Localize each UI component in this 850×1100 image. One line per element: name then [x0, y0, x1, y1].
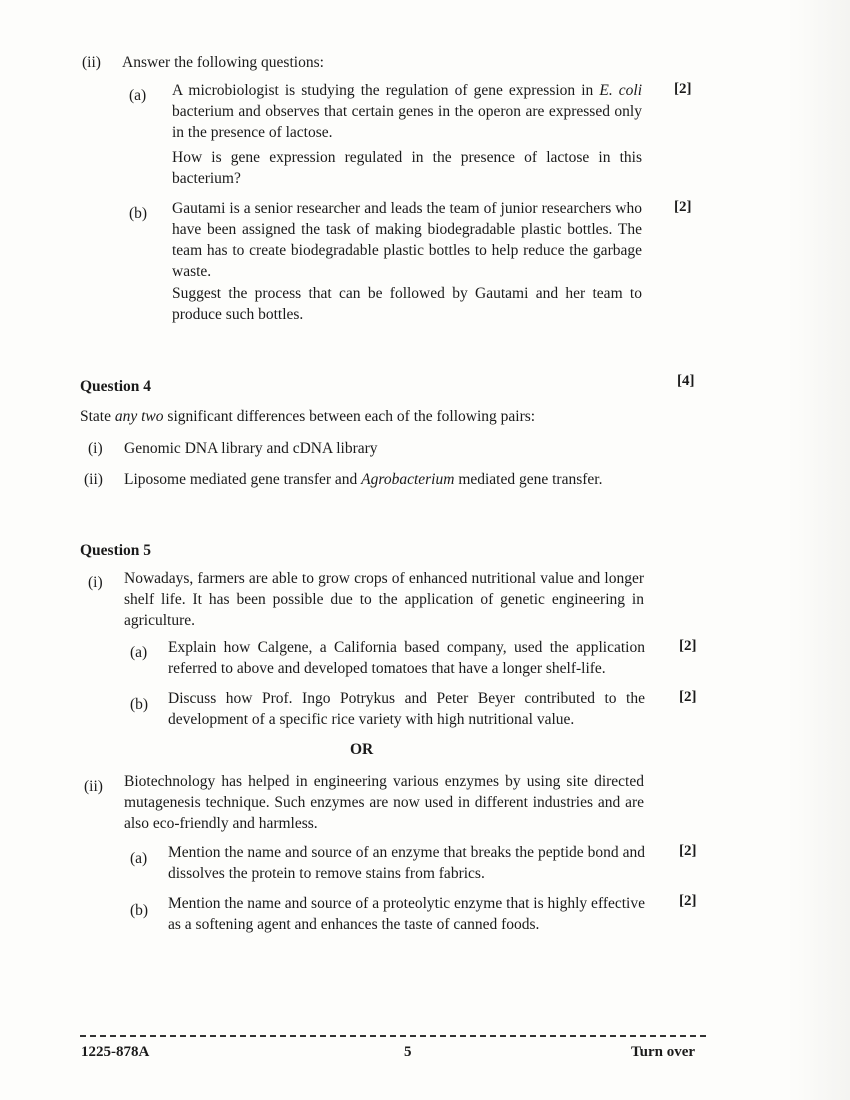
q5-ii-text: Biotechnology has helped in engineering various enzymes by using site directed mutagenesis technique. Such enzymes are now used in different industries and are also eco-friendly and harmless.	[124, 773, 644, 832]
turn-over-label: Turn over	[631, 1044, 696, 1060]
q4-ii-number: (ii)	[84, 471, 103, 488]
q3-b-marks: [2]	[674, 199, 692, 215]
paper-code: 1225-878A	[81, 1044, 150, 1060]
q5-ii-a-text: Mention the name and source of an enzyme that breaks the peptide bond and dissolves the protein to remove stains from fabrics.	[168, 844, 645, 882]
q5-ii-a-marks: [2]	[679, 843, 697, 859]
q3-a-text	[172, 80, 642, 143]
q5-ii-number: (ii)	[84, 778, 103, 795]
q5-i-text: Nowadays, farmers are able to grow crops of enhanced nutritional value and longer shelf life. It has been possible due to the application of genetic engineering in agriculture.	[124, 570, 644, 629]
q3-b-number: (b)	[129, 205, 148, 222]
page-edge-shadow	[788, 0, 850, 1100]
q3-b-text: Gautami is a senior researcher and leads the team of junior researchers who have been assigned the task of making biodegradable plastic bottles. The team has to create biodegradable plastic bottles to help reduce the garbage waste.	[172, 200, 642, 280]
q4-intro-post: significant differences between each of the following pairs:	[163, 408, 536, 425]
q5-heading: Question 5	[80, 542, 152, 559]
q3-ii-number: (ii)	[82, 54, 101, 71]
q4-intro-italic: any two	[114, 408, 164, 425]
q3-a-marks: [2]	[674, 81, 692, 97]
q4-i-text: Genomic DNA library and cDNA library	[124, 440, 378, 457]
footer-divider	[80, 1035, 706, 1037]
q5-i-a-marks: [2]	[679, 638, 697, 654]
q4-marks: [4]	[677, 373, 695, 389]
q3-b-question: Suggest the process that can be followed by Gautami and her team to produce such bottles.	[172, 285, 642, 323]
q4-intro	[80, 406, 680, 427]
q4-ii-post: mediated gene transfer.	[454, 471, 603, 488]
page-number: 5	[404, 1044, 412, 1060]
q4-ii-pre: Liposome mediated gene transfer and	[124, 471, 362, 488]
q3-ii-text: Answer the following questions:	[122, 54, 324, 71]
q3-a-number: (a)	[129, 87, 147, 104]
q4-i-number: (i)	[88, 440, 103, 457]
q5-ii-b-text: Mention the name and source of a proteolytic enzyme that is highly effective as a softening agent and enhances the taste of canned foods.	[168, 895, 645, 933]
q3-a-line2: bacterium and observes that certain genes in the operon are expressed only in the presence of lactose.	[172, 103, 642, 141]
q5-i-b-marks: [2]	[679, 689, 697, 705]
q4-ii-italic: Agrobacterium	[361, 471, 455, 488]
q3-a-italic-ecoli: E. coli	[599, 82, 643, 99]
q5-ii-a-number: (a)	[130, 850, 148, 867]
q5-ii-b-number: (b)	[130, 902, 149, 919]
q3-a-line1: A microbiologist is studying the regulation of gene expression in	[172, 82, 594, 99]
q4-ii-text	[124, 469, 664, 490]
q3-a-question: How is gene expression regulated in the presence of lactose in this bacterium?	[172, 149, 642, 187]
q5-ii-b-marks: [2]	[679, 893, 697, 909]
q5-i-b-number: (b)	[130, 696, 149, 713]
or-separator: OR	[350, 741, 374, 758]
q5-i-b-text: Discuss how Prof. Ingo Potrykus and Peter Beyer contributed to the development of a specific rice variety with high nutritional value.	[168, 690, 645, 728]
q5-i-a-number: (a)	[130, 644, 148, 661]
q5-i-number: (i)	[88, 574, 103, 591]
q4-heading: Question 4	[80, 378, 152, 395]
q5-i-a-text: Explain how Calgene, a California based company, used the application referred to above and developed tomatoes that have a longer shelf-life.	[168, 639, 645, 677]
q4-intro-pre: State	[80, 408, 115, 425]
